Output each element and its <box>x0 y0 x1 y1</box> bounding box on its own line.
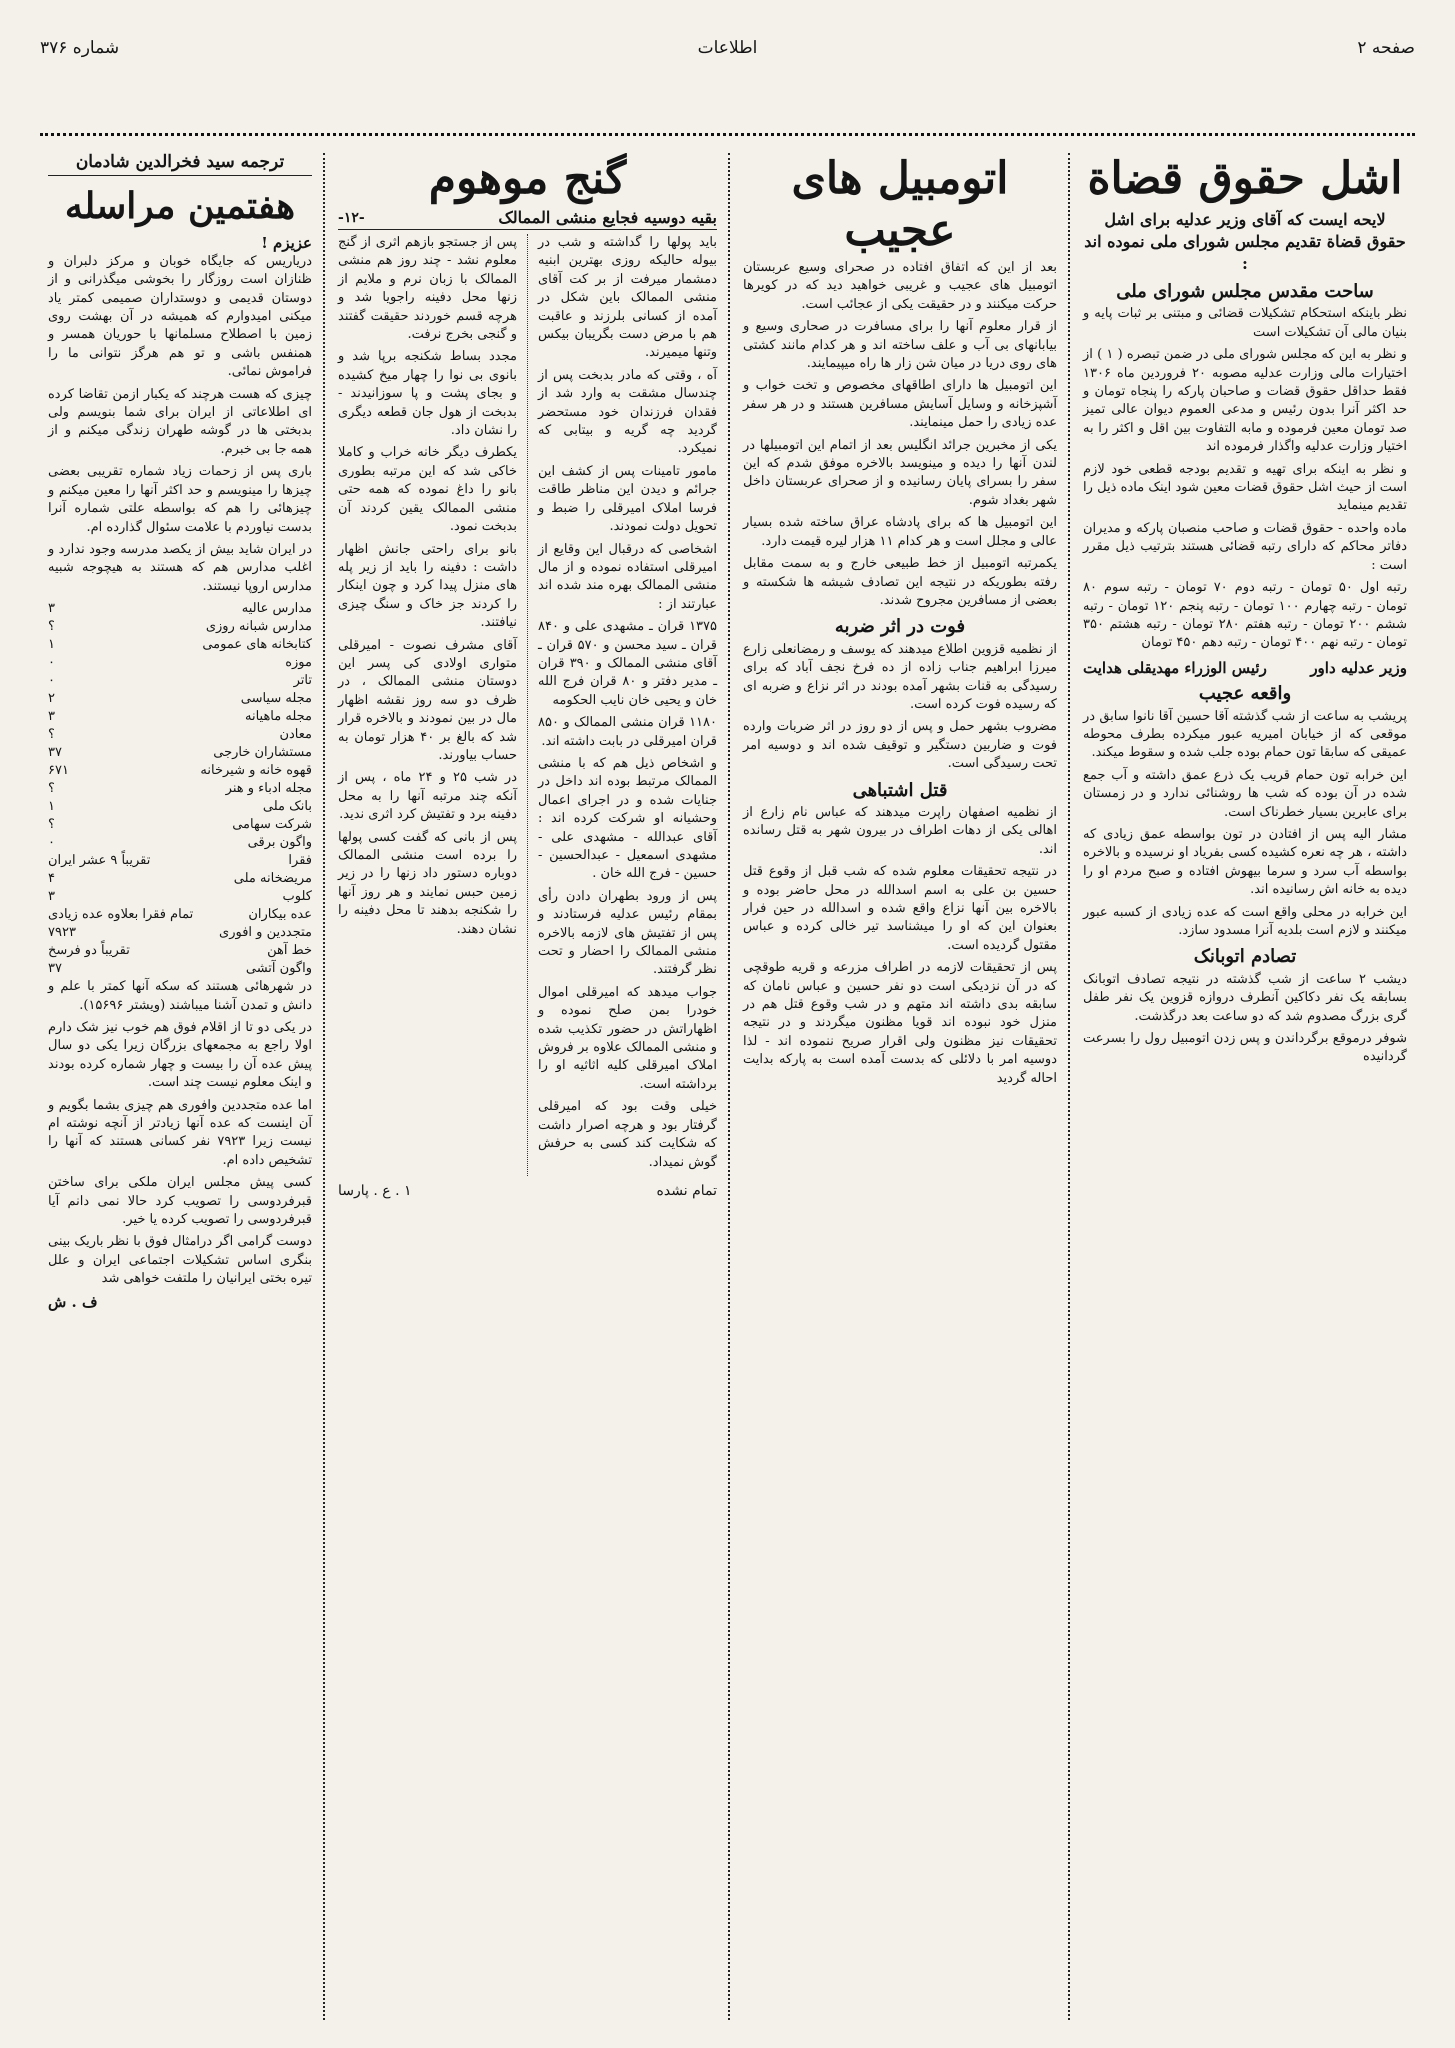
statistic-label: مریضخانه ملی <box>233 871 312 887</box>
paragraph: یکمرتبه اتومبیل از خط طبیعی خارج و به سمت مقابل رفته بطوریکه در نتیجه این تصادف شیشه ها شکسته و بعضی از مسافرین مجروح شدند. <box>743 556 1057 608</box>
issue-number: شماره ۳۷۶ <box>40 38 120 58</box>
paragraph: پریشب به ساعت از شب گذشته آقا حسین آقا نانوا سابق در موقعی که از خیابان امیریه عبور میکرده بطرف محوطه عمیقی که سابقا تون حمام بوده جلب شده و سقوط میکند. <box>1083 708 1407 761</box>
statistic-value: ۷۹۲۳ <box>48 925 76 941</box>
paragraph: از قرار معلوم آنها را برای مسافرت در صحاری وسیع و بیابانهای بی آب و علف ساخته اند و هر کدام مانند کشتی های روی دریا در میان شن زار ها راه میپیمایند. <box>743 319 1057 372</box>
paragraph: در ایران شاید بیش از یکصد مدرسه وجود ندارد و اغلب مدارس هم که هستند به هیچوجه شبیه مدارس اروپا نیستند. <box>48 541 312 594</box>
statistic-label: مدارس شبانه روزی <box>205 619 312 635</box>
statistic-label: خط آهن <box>267 943 312 959</box>
parliament-address: ساحت مقدس مجلس شورای ملی <box>1116 281 1374 302</box>
statistic-row <box>48 762 312 780</box>
statistic-label: معادن <box>279 727 312 743</box>
column-judges-salary <box>1075 153 1415 2020</box>
statistic-row <box>48 924 312 942</box>
statistic-row <box>48 690 312 708</box>
paragraph: بانو برای راحتی جانش اظهار داشت : دفینه را باید از زیر پله های منزل پیدا کرد و چون اینکار را کردند جز خاک و سنگ چیزی نیافتند. <box>338 541 517 631</box>
statistic-row <box>48 600 312 618</box>
statistic-value: ؟ <box>48 727 55 743</box>
paragraph: در نتیجه تحقیقات معلوم شده که شب قبل از وقوع قتل حسین بن علی به اسم اسدالله در محل حاضر بوده و بالاخره بین آنها نزاع واقع شده و اسدالله در حین فرار بعنوان این که او را میشناسد تیر خالی کرده و عباس مقتول گردیده است. <box>743 864 1057 953</box>
statistic-value: ۱ <box>48 637 55 653</box>
statistic-label: مجله سیاسی <box>240 691 312 707</box>
statistic-value: تمام فقرا بعلاوه عده زیادی <box>48 907 194 923</box>
statistic-value: تقریباً ۹ عشر ایران <box>48 853 151 869</box>
statistic-value: ۱ <box>48 799 55 815</box>
treasure-body <box>338 234 717 1176</box>
paragraph: کسی پیش مجلس ایران ملکی برای ساختن قبرفردوسی را تصویب کرد حالا نمی دانم آیا قبرفردوسی را تصویب کرده یا خیر. <box>48 1175 312 1227</box>
statistic-row <box>48 780 312 798</box>
statistic-label: تاتر <box>293 673 312 689</box>
paragraph: بعد از این که اتفاق افتاده در صحرای وسیع عربستان اتومبیل های عجیب و غریبی خواهید دید که در کویرها حرکت میکنند و در حقیقت یکی از عجائب است. <box>743 260 1057 312</box>
paragraph: ۱۳۷۵ قران ـ مشهدی علی و ۸۴۰ قران ـ سید محسن و ۵۷۰ قران ـ آقای منشی الممالک و ۳۹۰ قران ـ مدیر دفتر و ۸۰ قران فرج الله خان و یحیی خان نایب الحکومه <box>538 619 718 708</box>
paragraph: دیشب ۲ ساعت از شب گذشته در نتیجه تصادف اتوبانک بسابقه یک نفر دکاکین آنطرف دروازه قزوین یک نفر طفل گری بزرگ مصدوم شد که دو ساعت بعد درگذشت. <box>1083 971 1407 1024</box>
statistic-row <box>48 870 312 888</box>
signature-justice-minister: وزیر عدلیه داور <box>1310 658 1407 677</box>
headline-judges-salary: اشل حقوق قضاة <box>1087 153 1403 204</box>
statistic-label: مدارس عالیه <box>241 601 312 617</box>
paragraph: مامور تامینات پس از کشف این جرائم و دیدن این مناظر طاقت فرسا املاک امیرقلی را ضبط و تحویل دولت نمودند. <box>538 463 717 535</box>
statistic-row <box>48 798 312 816</box>
letter-greeting: عزیزم ! <box>261 234 312 253</box>
statistic-label: موزه <box>285 655 312 671</box>
treasure-left-subcolumn <box>338 234 517 1176</box>
statistic-row <box>48 960 312 978</box>
statistic-value: ۳۷ <box>48 961 62 977</box>
paragraph: باید پولها را گداشته و شب در بیوله حالیکه روزی بهترین ابنیه دمشمار میرفت از بر کت آقای منشی الممالک باین شکل در آمده از کسانی بلرزند و عاقبت هم با مرض دست بگریبان بیکس وتنها میمیرند. <box>538 235 717 361</box>
statistic-row <box>48 816 312 834</box>
paragraph: ۱۱۸۰ قران منشی الممالک و ۸۵۰ قران امیرقلی در بابت داشته اند. <box>538 715 717 749</box>
paragraph: پس از جستجو بازهم اثری از گنج معلوم نشد - چند روز هم منشی الممالک با زبان نرم و ملایم از زنها محل دفینه راجویا شد و هرچه قسم خوردند حقیقت گفتند و گنجی بخرج نرفت. <box>338 235 517 343</box>
end-note: تمام نشده <box>656 1182 717 1199</box>
paragraph: و نظر به اینکه برای تهیه و تقدیم بودجه قطعی خود لازم است از حیث اشل حقوق قضات معین شود اینک ماده ذیل را تقدیم مینماید <box>1083 461 1407 514</box>
paragraph: مضروب بشهر حمل و پس از دو روز در اثر ضربات وارده فوت و ضاربین دستگیر و توقیف شده اند و دوسیه امر تحت رسیدگی است. <box>743 719 1057 772</box>
statistic-row <box>48 906 312 924</box>
paragraph: این خرابه در محلی واقع است که عده زیادی از کسبه عبور میکنند و لازم است بلدیه آنرا مسدود سازد. <box>1083 904 1407 938</box>
statistic-value: ؟ <box>48 781 55 797</box>
statistic-row <box>48 744 312 762</box>
statistic-row <box>48 726 312 744</box>
treasure-right-subcolumn <box>538 234 717 1176</box>
paragraph: مشار الیه پس از افتادن در تون بواسطه عمق زیادی که داشته ، هر چه نعره کشیده کسی بفریاد او نرسیده و بالاخره بواسطه آب سرد و سرما بیهوش افتاده و صبح مردم او را دیده به خانه اش رسانیده اند. <box>1083 826 1407 898</box>
paragraph: این اتومبیل ها دارای اطاقهای مخصوص و تخت خواب و آشپزخانه و وسایل آسایش مسافرین هستند و در هر سفر عده زیادی را حمل مینمایند. <box>743 378 1057 431</box>
paragraph: خیلی وقت بود که امیرقلی گرفتار بود و هرچه اصرار داشت که شکایت کند کسی به حرفش گوش نمیداد. <box>538 1099 717 1170</box>
treasure-footer <box>338 1182 717 1200</box>
statistic-label: مجله ماهیانه <box>244 709 312 725</box>
statistic-value: ۳ <box>48 601 55 617</box>
paragraph: این اتومبیل ها که برای پادشاه عراق ساخته شده بسیار عالی و مجلل است و هر کدام ۱۱ هزار لیره قیمت دارد. <box>743 515 1057 549</box>
author-signature: ۱ . ع . پارسا <box>338 1182 412 1199</box>
statistics-list <box>48 600 312 978</box>
column-divider <box>728 153 730 2020</box>
paragraph: شوفر درموقع برگرداندن و پس زدن اتومبیل رول را بسرعت گردانیده <box>1083 1031 1407 1065</box>
headline-strange-incident: واقعه عجیب <box>1198 683 1292 705</box>
paragraph: در یکی دو تا از اقلام فوق هم خوب نیز شک دارم اولا راجع به مجمعهای بزرگان زیرا یکی دو سال پیش عده آن را بیست و چهار شماره کرده بودند و اینک معلوم نیست چند است. <box>48 1019 312 1091</box>
paragraph: آه ، وقتی که مادر بدبخت پس از چندسال مشقت به وارد شد از فقدان فرزندان خود مستحضر گردید چه گریه و بیتابی که نمیکرد. <box>538 367 717 457</box>
paragraph: اما عده متجددین وافوری هم چیزی بشما بگویم و آن اینست که عده آنها زیادتر از آنچه نوشته ام نیست زیرا ۷۹۲۳ نفر کسانی هستند که آنها را تشخیص داده ام. <box>48 1097 313 1168</box>
paragraph: از نظمیه اصفهان راپرت میدهند که عباس نام زارع از اهالی یکی از دهات اطراف در بیرون شهر به قتل رسانده اند. <box>743 804 1057 857</box>
statistic-row <box>48 672 312 690</box>
paragraph: ماده واحده - حقوق قضات و صاحب منصبان پارکه و مدیران دفاتر محاکم که دارای رتبه قضائی هستند بترتیب ذیل مقرر است : <box>1083 520 1407 573</box>
signature-prime-minister: رئیس الوزراء مهدیقلی هدایت <box>1083 658 1267 677</box>
statistic-value: ۳۷ <box>48 745 62 761</box>
paragraph: اشخاصی که درقبال این وقایع از امیرقلی استفاده نموده و از مال منشی الممالک بهره مند شده اند عبارتند از : <box>538 541 717 612</box>
page-number: صفحه ۲ <box>1357 38 1415 58</box>
statistic-value: ۰ <box>48 835 55 851</box>
statistic-row <box>48 618 312 636</box>
paragraph: یکی از مخبرین جرائد انگلیس بعد از اتمام این اتومبیلها در لندن آنها را دیده و مینویسد بالاخره موفق شدم که این سفر را بسرای پایان رسانیده و از صحرای عربستان داخل شهر بغداد شوم. <box>743 437 1057 508</box>
statistic-row <box>48 834 312 852</box>
statistic-label: واگون برقی <box>247 835 312 851</box>
statistic-label: شرکت سهامی <box>232 817 312 833</box>
statistic-value: تقریباً دو فرسخ <box>48 943 130 959</box>
statistic-label: واگون آتشی <box>245 961 312 977</box>
statistic-value: ؟ <box>48 817 55 833</box>
paragraph: پس از بانی که گفت کسی پولها را برده است منشی الممالک دوباره دستور داد زنها را در زیر زمین حبس نمایند و هر روز آنها را شکنجه بدهند تا محل دفینه را نشان دهند. <box>338 829 517 937</box>
translator-byline: ترجمه سید فخرالدین شادمان <box>48 153 312 176</box>
statistic-label: عده بیکاران <box>248 907 312 923</box>
paragraph: پس از ورود بطهران دادن رأی بمقام رئیس عدلیه فرستادند و پس از تفتیش های لازمه بالاخره منشی الممالک را احضار و تحت نظر گرفتند. <box>538 888 717 978</box>
statistic-label: فقرا <box>288 853 312 869</box>
column-strange-cars <box>735 153 1065 2020</box>
statistic-label: بانک ملی <box>262 799 312 815</box>
statistic-row <box>48 708 312 726</box>
paragraph: در شب ۲۵ و ۲۴ ماه ، پس از آنکه چند مرتبه آنها را به محل دفینه برد و تفتیش کرد اثری ندید. <box>338 770 517 823</box>
treasure-subheader <box>338 207 717 230</box>
statistic-label: کتابخانه های عمومی <box>202 637 312 653</box>
statistic-row <box>48 888 312 906</box>
newspaper-name: اطلاعات <box>697 38 758 58</box>
statistic-label: متجددین و افوری <box>219 925 312 941</box>
column-divider <box>323 153 325 2020</box>
paragraph: این خرابه تون حمام قریب یک ذرع عمق داشته و آب جمع شده در آن بوده که شب ها روشنائی ندارد و در زمستان برای عابرین بسیار خطرناک است. <box>1083 767 1407 820</box>
statistic-value: ۰ <box>48 655 55 671</box>
statistic-value: ۲ <box>48 691 55 707</box>
paragraph: آقای مشرف نصوت - امیرقلی متواری اولادی کی پسر این دوستان منشی الممالک ، در ظرف دو سه روز نقشه اظهار مال در بین نمودند و بالاخره قرار شد که بالغ بر ۴۰ هزار تومان به حساب بیاورند. <box>338 637 517 763</box>
paragraph: در شهرهائی هستند که سکه آنها کمتر با علم و دانش و تمدن آشنا میباشند (ویشتر ۱۵۶۹۶). <box>48 979 312 1013</box>
statistic-row <box>48 636 312 654</box>
treasure-subtitle: بقیه دوسیه فجایع منشی الممالک <box>498 208 717 227</box>
subcolumn-divider <box>527 234 528 1176</box>
signatures <box>1083 659 1407 677</box>
statistic-value: ؟ <box>48 619 55 635</box>
headline-mistaken-murder: قتل اشتباهی <box>852 779 948 801</box>
statistic-row <box>48 852 312 870</box>
column-imaginary-treasure <box>330 153 725 2020</box>
headline-bus-collision: تصادم اتوبانک <box>1193 946 1297 968</box>
statistic-row <box>48 654 312 672</box>
paragraph: و اشخاص ذیل هم که با منشی الممالک مرتبط بوده اند داخل در جنایات شده و در اجرای اعمال وحشیانه او شرکت کرده اند : آقای عبدالله - مشهدی علی - مشهدی اسمعیل - عبدالحسین - حسین - فرج الله خان . <box>538 755 717 882</box>
paragraph: چیزی که هست هرچند که یکبار ازمن تقاضا کرده ای اطلاعاتی از ایران برای شما بنویسم ولی بدبختی ها در گوشه طهران زندگی میکنم و از همه جا بی خبرم. <box>48 386 312 457</box>
column-divider <box>1068 153 1070 2020</box>
paragraph: نظر باینکه استحکام تشکیلات قضائی و مبتنی بر ثبات پایه و بنیان مالی آن تشکیلات است <box>1083 306 1407 340</box>
statistic-value: ۶۷۱ <box>48 763 69 779</box>
paragraph: یکطرف دیگر خانه خراب و کاملا خاکی شد که این مرتبه بطوری بانو را داغ نموده که همه حتی منشی الممالک یقین کردند آن بدبخت نمود. <box>338 445 517 535</box>
statistic-label: مستشاران خارجی <box>213 745 312 761</box>
column-seventh-letter <box>40 153 320 2020</box>
rank-list: رتبه اول ۵۰ تومان - رتبه دوم ۷۰ تومان - رتبه سوم ۸۰ تومان - رتبه چهارم ۱۰۰ تومان - رتبه پنجم ۱۲۰ تومان - رتبه ششم ۲۰۰ تومان - رتبه هفتم ۲۸۰ تومان - رتبه هشتم ۳۵۰ تومان - رتبه نهم ۴۰۰ تومان - رتبه دهم ۴۵۰ تومان <box>1083 580 1408 651</box>
statistic-value: ۳ <box>48 709 55 725</box>
statistic-value: ۰ <box>48 673 55 689</box>
letter-signature: ف . ش <box>48 1292 98 1311</box>
paragraph: و نظر به این که مجلس شورای ملی در ضمن تبصره ( ۱ ) از اختیارات مالی وزارت عدلیه مصوبه ۲۰ فروردین ماه ۱۳۰۶ فقط حداقل حقوق قضات و صاحبان پارکه را پنجاه تومان و حد اکثر آنرا بدون رئیس و مدعی العموم دیوان عالی تمیز صد تومان معین فرموده و مابه التفاوت بین اقل و اکثر را به اختیار وزارت عدلیه واگذار فرموده اند <box>1083 347 1407 455</box>
statistic-value: ۴ <box>48 871 55 887</box>
headline-death-blow: فوت در اثر ضربه <box>834 616 966 638</box>
serial-number: -۱۲- <box>338 209 365 226</box>
statistic-label: مجله ادباء و هنر <box>225 781 312 797</box>
paragraph: مجدد بساط شکنجه برپا شد و بانوی بی نوا را چهار میخ کشیده و بجای پشت و پا سوزانیدند - بدبخت از هول جان قطعه دیگری را نشان داد. <box>338 349 517 439</box>
paragraph: پس از تحقیقات لازمه در اطراف مزرعه و قریه طوقچی که در آن نزدیکی است دو نفر حسین و عباس نامان که سابقه بدی داشته اند متهم و در شب وقوع قتل هم در منزل خود نبوده اند قویا مظنون میگردند و در نتیجه تحقیقات نیز مظنون ولی اقرار صریح ننموده اند - لذا دوسیه امر با دلائلی که بدست آمده است به پارکه بدایت احاله گردید <box>743 960 1057 1086</box>
statistic-value: ۳ <box>48 889 55 905</box>
subhead-judges-salary: لایحه ایست که آقای وزیر عدلیه برای اشل حقوق قضاة تقدیم مجلس شورای ملی نموده اند : <box>1084 210 1406 273</box>
headline-seventh-letter: هفتمین مراسله <box>64 185 296 228</box>
headline-imaginary-treasure: گنج موهوم <box>428 153 627 204</box>
top-dotted-rule <box>40 133 1415 136</box>
statistic-row <box>48 942 312 960</box>
newspaper-page <box>40 95 1415 2020</box>
headline-strange-cars: اتومبیل های عجیب <box>791 153 1009 256</box>
statistic-label: قهوه خانه و شیرخانه <box>200 763 312 779</box>
paragraph: از نظمیه قزوین اطلاع میدهند که یوسف و رمضانعلی زارع میرزا ابراهیم جناب زاده از ده فرخ نجف آباد که برای رسیدگی به قنات بشهر آمده بودند در اثر نزاع و ضربه ای که رسیده فوت کرده است. <box>743 641 1057 712</box>
statistic-label: کلوب <box>282 889 312 905</box>
paragraph: جواب میدهد که امیرقلی اموال خودرا بمن صلح نموده و اظهاراتش در حضور تکذیب شده و منشی الممالک علاوه بر فروش املاک امیرقلی کلیه اثاثیه او را برداشته است. <box>538 984 717 1092</box>
paragraph: دریاریس که جایگاه خوبان و مرکز دلبران و ظنازان است روزگار را بخوشی میگذرانی و از دوستان قدیمی و دوستداران صمیمی کمتر یاد میکنی امیدوارم که همیشه در آن بهشت روی زمین با اصطلاح مسلمانها با حوریان همسر و همنفس باشی و تو هم هرگز نتوانی ما را فراموش نمائی. <box>48 253 312 380</box>
paragraph: دوست گرامی اگر درامثال فوق با نظر باریک بینی بنگری اساس تشکیلات اجتماعی ایران و علل تیره بختی ایرانیان را ملتفت خواهی شد <box>48 1234 312 1287</box>
paragraph: باری پس از زحمات زیاد شماره تقریبی بعضی چیزها را مینویسم و حد اکثر آنها را معین میکنم و چیزهائی را هم که بواسطه علتی شماره آنرا بدست نیاوردم با علامت سئوال گذارده ام. <box>48 464 312 535</box>
